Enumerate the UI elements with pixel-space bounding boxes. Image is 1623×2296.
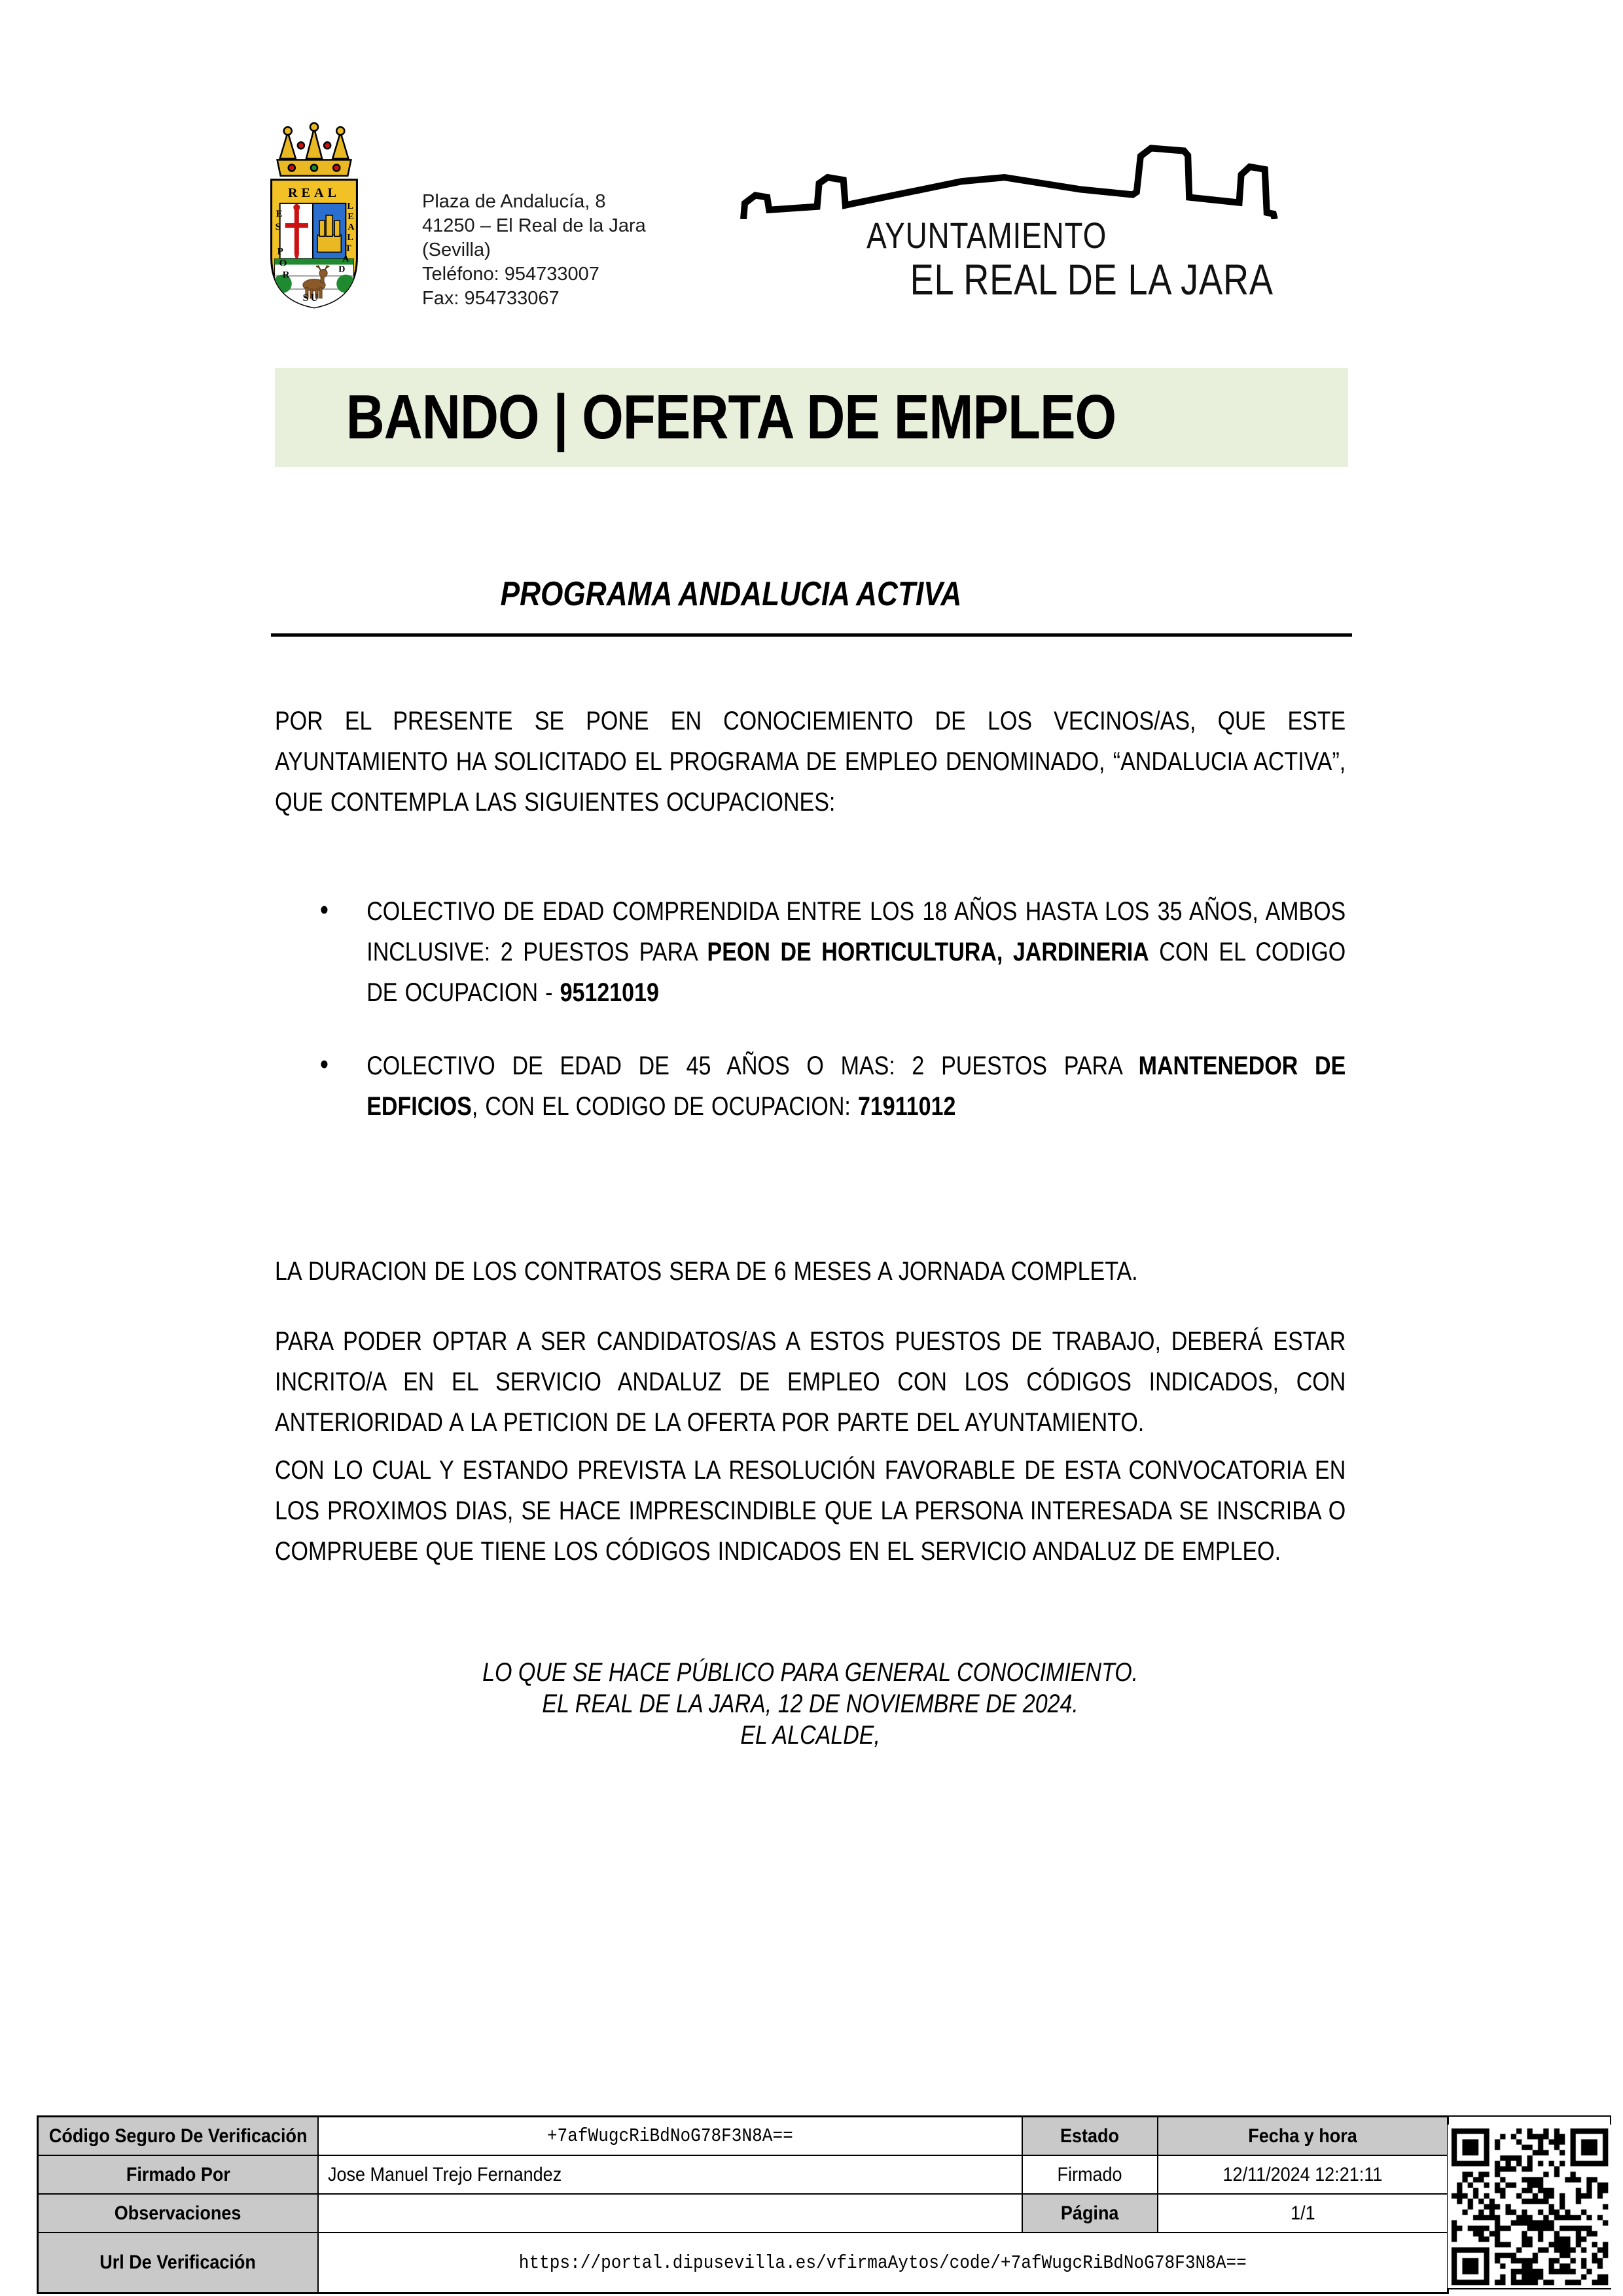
paragraph-duration: LA DURACION DE LOS CONTRATOS SERA DE 6 MESES A JORNADA COMPLETA. [275, 1257, 1138, 1286]
fecha-value-cell: 12/11/2024 12:21:11 [1158, 2156, 1447, 2193]
csv-label-cell: Código Seguro De Verificación [39, 2117, 317, 2155]
estado-value-cell: Firmado [1023, 2156, 1157, 2193]
qr-panel [1448, 2115, 1611, 2289]
svg-text:T: T [345, 243, 351, 254]
occupations-list [275, 891, 1346, 1159]
svg-text:O: O [279, 258, 287, 269]
svg-text:A: A [342, 253, 349, 264]
svg-text:A: A [348, 222, 355, 233]
csv-value-cell: +7afWugcRiBdNoG78F3N8A== [319, 2117, 1022, 2155]
page-title: BANDO | OFERTA DE EMPLEO [346, 382, 1116, 452]
title-banner [275, 368, 1348, 467]
address-line: Plaza de Andalucía, 8 [422, 191, 606, 212]
closing-line: LO QUE SE HACE PÚBLICO PARA GENERAL CONOCIMIENTO. [482, 1658, 1139, 1687]
address-line: (Sevilla) [422, 239, 491, 260]
pagina-label-cell: Página [1023, 2195, 1157, 2232]
occupation-bullet: • COLECTIVO DE EDAD DE 45 AÑOS O MAS: 2 PUESTOS PARA MANTENEDOR DE EDFICIOS, CON EL CODIGO DE OCUPACION: 71911012 [366, 1046, 1346, 1127]
url-label-cell: Url De Verificación [39, 2233, 317, 2292]
shield-motto-top: REAL [287, 185, 341, 200]
subtitle-wrap [275, 574, 1348, 614]
subtitle-rule [271, 633, 1352, 637]
svg-text:E: E [276, 208, 283, 219]
org-name-line1: AYUNTAMIENTO [866, 215, 1107, 256]
svg-text:L: L [347, 232, 353, 243]
village-skyline-icon [738, 126, 1304, 219]
svg-text:D: D [338, 264, 346, 275]
coat-of-arms-icon [241, 119, 387, 317]
bullet-dot: • [319, 1048, 329, 1080]
paragraph-resolution: CON LO CUAL Y ESTANDO PREVISTA LA RESOLUCIÓN FAVORABLE DE ESTA CONVOCATORIA EN LOS PROXIMOS DIAS, SE HACE IMPRESCINDIBLE QUE LA PERSONA INTERESADA SE INSCRIBA O COMPRUEBE QUE TIENE LOS CÓDIGOS INDICADOS EN EL SERVICIO ANDALUZ DE EMPLEO. [275, 1456, 1346, 1566]
program-subtitle: PROGRAMA ANDALUCIA ACTIVA [500, 575, 962, 613]
sender-address [422, 190, 646, 311]
org-name-line2: EL REAL DE LA JARA [910, 255, 1274, 304]
svg-text:E: E [348, 211, 354, 222]
closing-block [275, 1657, 1535, 1751]
address-line: Teléfono: 954733007 [422, 264, 599, 285]
signer-name-cell: Jose Manuel Trejo Fernandez [319, 2156, 1022, 2193]
closing-line: EL REAL DE LA JARA, 12 DE NOVIEMBRE DE 2024. [542, 1689, 1079, 1718]
verification-url-cell: https://portal.dipusevilla.es/vfirmaAytos/code/+7afWugcRiBdNoG78F3N8A== [319, 2233, 1447, 2292]
address-line: 41250 – El Real de la Jara [422, 215, 646, 236]
bullet-dot: • [319, 894, 329, 926]
paragraph-intro: POR EL PRESENTE SE PONE EN CONOCIEMIENTO DE LOS VECINOS/AS, QUE ESTE AYUNTAMIENTO HA SOLICITADO EL PROGRAMA DE EMPLEO DENOMINADO, “ANDALUCIA ACTIVA”, QUE CONTEMPLA LAS SIGUIENTES OCUPACIONES: [275, 707, 1346, 817]
svg-text:L: L [347, 200, 353, 211]
occupation-bullet: • COLECTIVO DE EDAD COMPRENDIDA ENTRE LOS 18 AÑOS HASTA LOS 35 AÑOS, AMBOS INCLUSIVE: 2 PUESTOS PARA PEON DE HORTICULTURA, JARDINERIA CON EL CODIGO DE OCUPACION - 95121019 [366, 891, 1346, 1013]
qr-code-icon [1448, 2125, 1611, 2288]
svg-text:SU: SU [302, 292, 321, 304]
closing-line: EL ALCALDE, [740, 1721, 880, 1750]
town-hall-logo [738, 126, 1304, 303]
estado-header-cell: Estado [1023, 2117, 1157, 2155]
pagina-value-cell: 1/1 [1158, 2195, 1447, 2232]
firmado-por-label-cell: Firmado Por [39, 2156, 317, 2193]
address-line: Fax: 954733067 [422, 288, 560, 309]
verification-table [37, 2115, 1449, 2294]
observaciones-value-cell [319, 2195, 1022, 2232]
svg-text:P: P [277, 246, 283, 257]
observaciones-label-cell: Observaciones [39, 2195, 317, 2232]
paragraph-requirements: PARA PODER OPTAR A SER CANDIDATOS/AS A ESTOS PUESTOS DE TRABAJO, DEBERÁ ESTAR INCRITO/A EN EL SERVICIO ANDALUZ DE EMPLEO CON LOS CÓDIGOS INDICADOS, CON ANTERIORIDAD A LA PETICION DE LA OFERTA POR PARTE DEL AYUNTAMIENTO. [275, 1327, 1346, 1437]
fecha-header-cell: Fecha y hora [1158, 2117, 1447, 2155]
svg-text:R: R [282, 270, 290, 281]
svg-text:S: S [275, 222, 281, 233]
